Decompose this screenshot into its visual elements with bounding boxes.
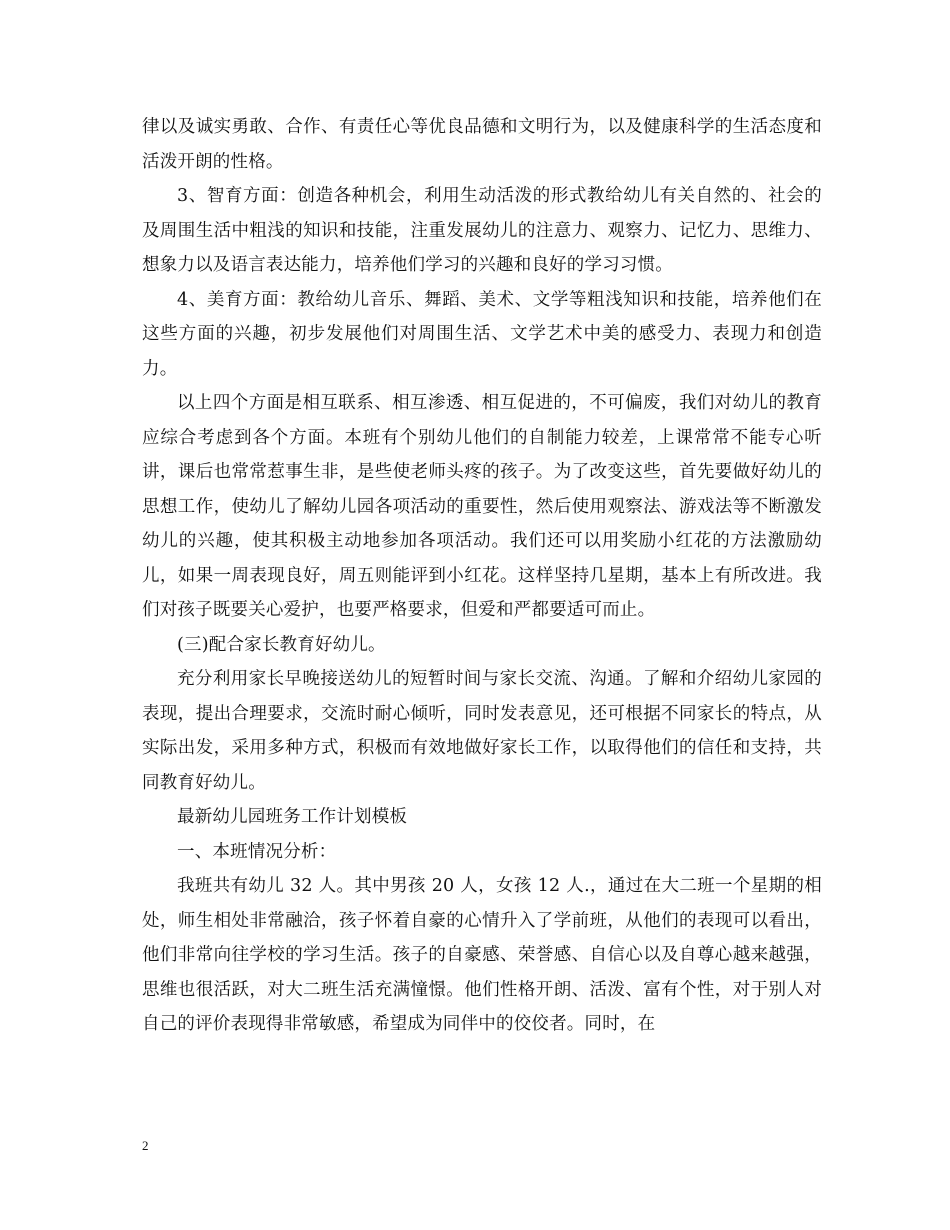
paragraph-3: 4、美育方面：教给幼儿音乐、舞蹈、美术、文学等粗浅知识和技能，培养他们在这些方面的兴趣，初步发展他们对周围生活、文学艺术中美的感受力、表现力和创造力。 (142, 289, 822, 379)
paragraph-1: 律以及诚实勇敢、合作、有责任心等优良品德和文明行为，以及健康科学的生活态度和活泼开朗的性格。 (142, 117, 822, 172)
page-number: 2 (142, 1138, 149, 1153)
paragraph-9: 我班共有幼儿 32 人。其中男孩 20 人，女孩 12 人.，通过在大二班一个星期的相处，师生相处非常融洽，孩子怀着自豪的心情升入了学前班，从他们的表现可以看出，他们非常向往学校的学习生活。孩子的自豪感、荣誉感、自信心以及自尊心越来越强，思维也很活跃，对大二班生活充满憧憬。他们性格开朗、活泼、富有个性，对于别人对自己的评价表现得非常敏感，希望成为同伴中的佼佼者。同时，在 (142, 876, 822, 1034)
paragraph-4: 以上四个方面是相互联系、相互渗透、相互促进的，不可偏废，我们对幼儿的教育应综合考虑到各个方面。本班有个别幼儿他们的自制能力较差，上课常常不能专心听讲，课后也常常惹事生非，是些使老师头疼的孩子。为了改变这些，首先要做好幼儿的思想工作，使幼儿了解幼儿园各项活动的重要性，然后使用观察法、游戏法等不断激发幼儿的兴趣，使其积极主动地参加各项活动。我们还可以用奖励小红花的方法激励幼儿，如果一周表现良好，周五则能评到小红花。这样坚持几星期，基本上有所改进。我们对孩子既要关心爱护，也要严格要求，但爱和严都要适可而止。 (142, 393, 822, 620)
document-body (142, 110, 822, 1042)
section-heading-class-analysis: 一、本班情况分析： (177, 841, 337, 862)
paragraph-2: 3、智育方面：创造各种机会，利用生动活泼的形式教给幼儿有关自然的、社会的及周围生活中粗浅的知识和技能，注重发展幼儿的注意力、观察力、记忆力、思维力、想象力以及语言表达能力，培养他们学习的兴趣和良好的学习习惯。 (142, 186, 822, 275)
document-subtitle: 最新幼儿园班务工作计划模板 (177, 807, 408, 827)
section-heading-parents: (三)配合家长教育好幼儿。 (177, 634, 386, 655)
paragraph-6: 充分利用家长早晚接送幼儿的短暂时间与家长交流、沟通。了解和介绍幼儿家园的表现，提出合理要求，交流时耐心倾听，同时发表意见，还可根据不同家长的特点，从实际出发，采用多种方式，积极而有效地做好家长工作，以取得他们的信任和支持，共同教育好幼儿。 (142, 669, 822, 793)
